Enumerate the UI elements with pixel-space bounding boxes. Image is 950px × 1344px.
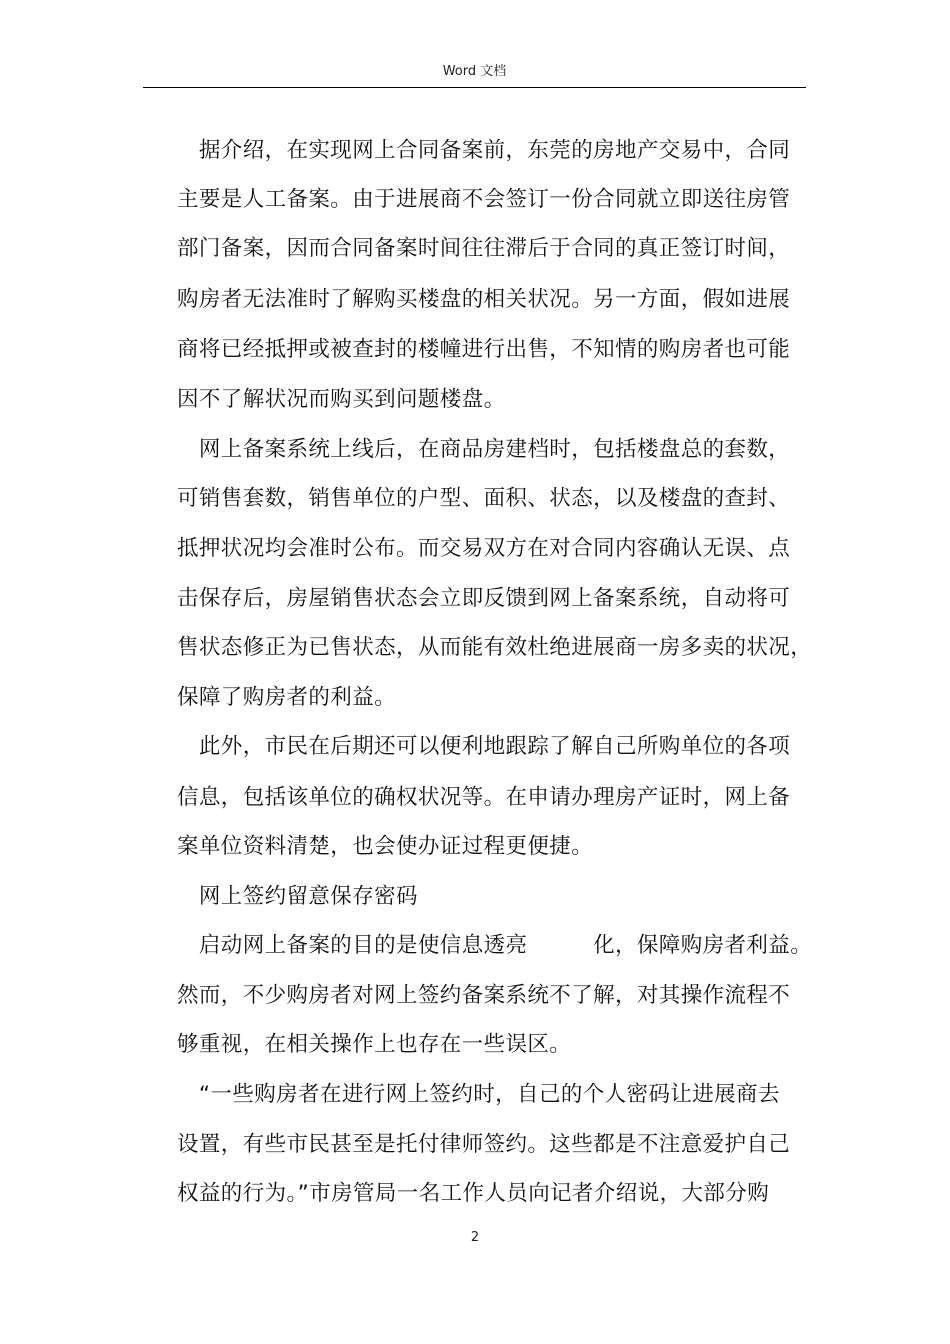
text-line: 案单位资料清楚，也会使办证过程更便捷。 <box>177 834 594 859</box>
text-line: 启动网上备案的目的是使信息透亮 化，保障购房者利益。 <box>177 933 813 958</box>
text-line: 据介绍，在实现网上合同备案前，东莞的房地产交易中，合同 <box>177 138 791 163</box>
text-line: 主要是人工备案。由于进展商不会签订一份合同就立即送往房管 <box>177 187 791 212</box>
page-header-title: Word 文档 <box>442 64 507 79</box>
text-line: 此外，市民在后期还可以便利地跟踪了解自己所购单位的各项 <box>177 734 791 759</box>
text-line: 设置，有些市民甚至是托付律师签约。这些都是不注意爱护自己 <box>177 1132 791 1157</box>
text-line: 商将已经抵押或被查封的楼幢进行出售，不知情的购房者也可能 <box>177 337 791 362</box>
text-line: 抵押状况均会准时公布。而交易双方在对合同内容确认无误、点 <box>177 536 791 561</box>
text-line: 购房者无法准时了解购买楼盘的相关状况。另一方面，假如进展 <box>177 287 791 312</box>
text-line: 因不了解状况而购买到问题楼盘。 <box>177 387 506 412</box>
text-line: “一些购房者在进行网上签约时，自己的个人密码让进展商去 <box>177 1082 780 1107</box>
text-line: 部门备案，因而合同备案时间往往滞后于合同的真正签订时间， <box>177 236 791 261</box>
header-divider <box>143 87 806 88</box>
text-line: 够重视，在相关操作上也存在一些误区。 <box>177 1032 572 1057</box>
text-line: 网上备案系统上线后，在商品房建档时，包括楼盘总的套数， <box>177 437 791 462</box>
text-line: 信息，包括该单位的确权状况等。在申请办理房产证时，网上备 <box>177 785 791 810</box>
text-line: 保障了购房者的利益。 <box>177 685 397 710</box>
page-number: 2 <box>470 1230 480 1245</box>
text-line: 可销售套数，销售单位的户型、面积、状态，以及楼盘的查封、 <box>177 486 791 511</box>
text-line: 权益的行为。”市房管局一名工作人员向记者介绍说，大部分购 <box>177 1181 770 1206</box>
text-line: 然而，不少购房者对网上签约备案系统不了解，对其操作流程不 <box>177 983 791 1008</box>
section-heading: 网上签约留意保存密码 <box>177 884 418 909</box>
text-line: 击保存后，房屋销售状态会立即反馈到网上备案系统，自动将可 <box>177 586 791 611</box>
text-line: 售状态修正为已售状态，从而能有效杜绝进展商一房多卖的状况， <box>177 635 813 660</box>
